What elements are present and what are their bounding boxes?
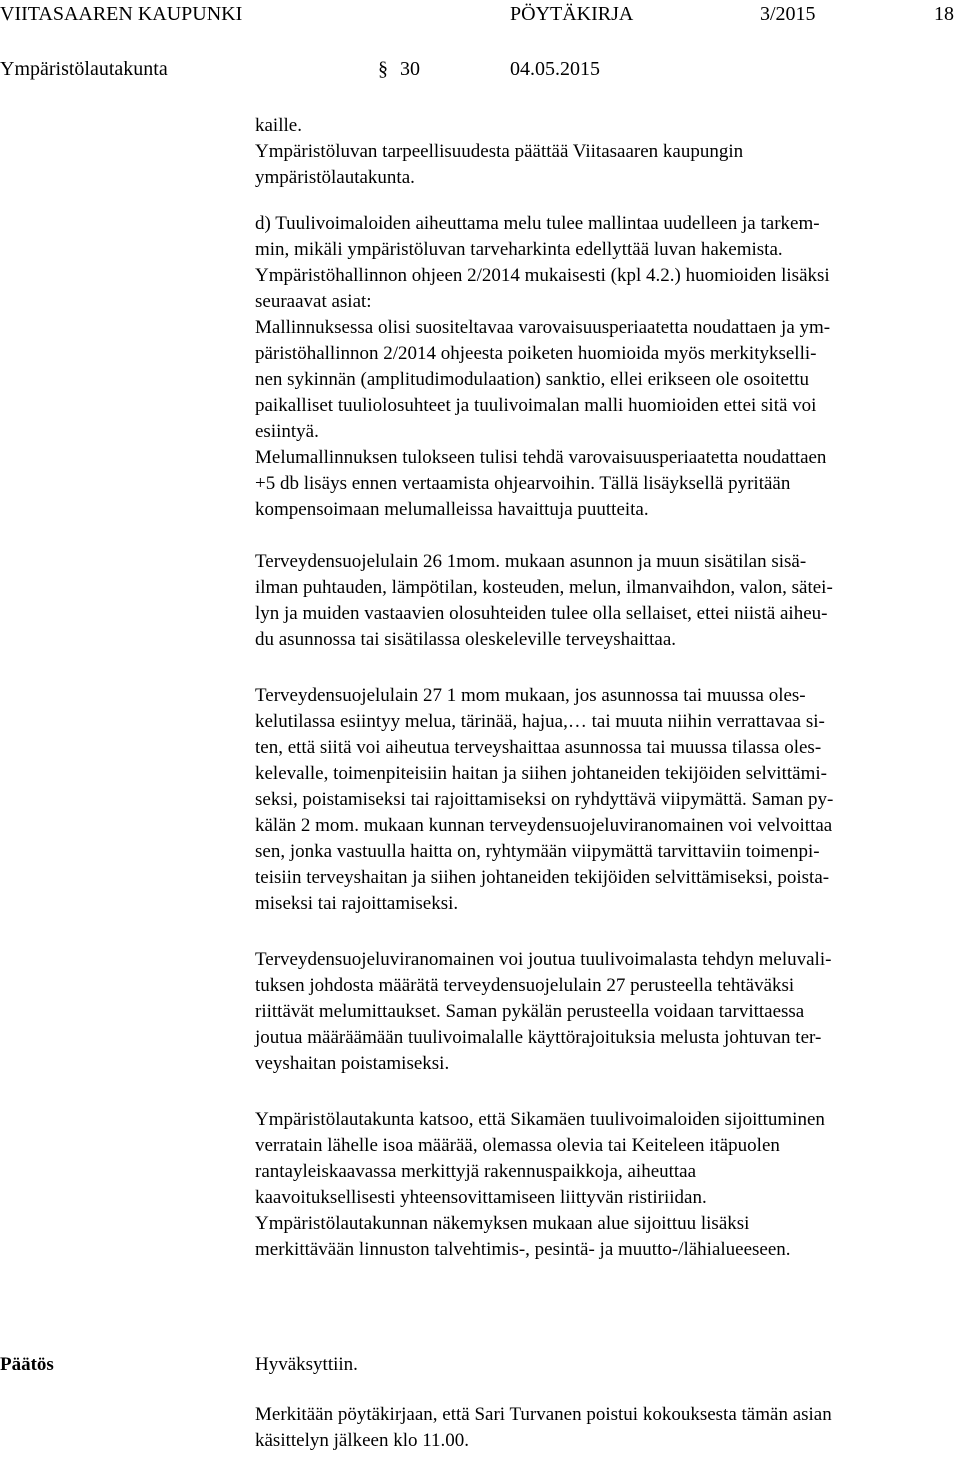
paragraph-noise-modelling: d) Tuulivoimaloiden aiheuttama melu tulee mallintaa uudelleen ja tarkem- min, mikäli ympäristöluvan tarveharkinta edellyttää luvan hakemista. Ympäristöhallinnon ohjeen 2/2014 mukaisesti (kpl 4.2.) huomioiden lisäksi seuraavat asiat: Mallinnuksessa olisi suositeltavaa varovaisuusperiaatetta noudattaen ja ym- päristöhallinnon 2/2014 ohjeesta poiketen huomioida myös merkitykselli- nen sykinnän (amplitudimodulaation) sanktio, ellei erikseen ole osoitettu paikalliset tuuliolosuhteet ja tuulivoimalan malli huomioiden ettei sitä voi esiintyä. Melumallinnuksen tulokseen tulisi tehdä varovaisuusperiaatetta noudattaen +5 db lisäys ennen vertaamista ohjearvoihin. Tällä lisäyksellä pyritään kompensoimaan melumalleissa havaittuja puutteita. [255,213,831,520]
header-doc-type: PÖYTÄKIRJA [510,3,634,25]
paragraph-health-authority: Terveydensuojeluviranomainen voi joutua tuulivoimalasta tehdyn meluvali- tuksen johdosta määrätä terveydensuojelulain 27 perusteella tehtäväksi riittävät melumittaukset. Saman pykälän perusteella voidaan tarvittaessa joutua määräämään tuulivoimalalle käyttörajoituksia melusta johtuvan ter- veyshaitan poistamiseksi. [255,949,832,1074]
header-body: Ympäristölautakunta [0,58,168,80]
header-page-number: 18 [934,3,954,25]
header-section-number: 30 [400,58,420,80]
decision-label: Päätös [0,1354,54,1375]
header-org: VIITASAAREN KAUPUNKI [0,3,243,25]
header-section-icon: § [378,58,388,80]
decision-note: Merkitään pöytäkirjaan, että Sari Turvanen poistui kokouksesta tämän asian käsittelyn jälkeen klo 11.00. [255,1404,832,1451]
paragraph-health-law-27: Terveydensuojelulain 27 1 mom mukaan, jos asunnossa tai muussa oles- kelutilassa esiintyy melua, tärinää, hajua,… tai muuta niihin verrattavaa si- ten, että siitä voi aiheutua terveyshaittaa asunnossa tai muussa tilassa oles- kelevalle, toimenpiteisiin haitan ja siihen johtaneiden tekijöiden selvittämi- seksi, poistamiseksi tai rajoittamiseksi on ryhdyttävä viipymättä. Saman py- kälän 2 mom. mukaan kunnan terveydensuojeluviranomainen voi velvoittaa sen, jonka vastuulla haitta on, ryhtymään viipymättä tarvittaviin toimenpi- teisiin terveyshaitan ja siihen johtaneiden tekijöiden selvittämiseksi, poista- miseksi tai rajoittamiseksi. [255,685,834,914]
paragraph-board-view: Ympäristölautakunta katsoo, että Sikamäen tuulivoimaloiden sijoittuminen verratain lähelle isoa määrää, olemassa olevia tai Keiteleen itäpuolen rantayleiskaavassa merkittyjä rakennuspaikkoja, aiheuttaa kaavoituksellisesti yhteensovittamiseen liittyvän ristiriidan. Ympäristölautakunnan näkemyksen mukaan alue sijoittuu lisäksi merkittävään linnuston talvehtimis-, pesintä- ja muutto-/lähialueeseen. [255,1109,825,1260]
paragraph-health-law-26: Terveydensuojelulain 26 1mom. mukaan asunnon ja muun sisätilan sisä- ilman puhtauden, lämpötilan, kosteuden, melun, ilmanvaihdon, valon, sätei- lyn ja muiden vastaavien olosuhteiden tulee olla sellaiset, ettei niistä aiheu- du asunnossa tai sisätilassa oleskeleville terveyshaittaa. [255,551,833,650]
header-date: 04.05.2015 [510,58,600,80]
header-doc-number: 3/2015 [760,3,816,25]
paragraph-permit: kaille. Ympäristöluvan tarpeellisuudesta päättää Viitasaaren kaupungin ympäristölautakunta. [255,115,744,188]
decision-text: Hyväksyttiin. [255,1354,358,1375]
decision-section [255,1352,955,1454]
document-body [255,113,955,1263]
